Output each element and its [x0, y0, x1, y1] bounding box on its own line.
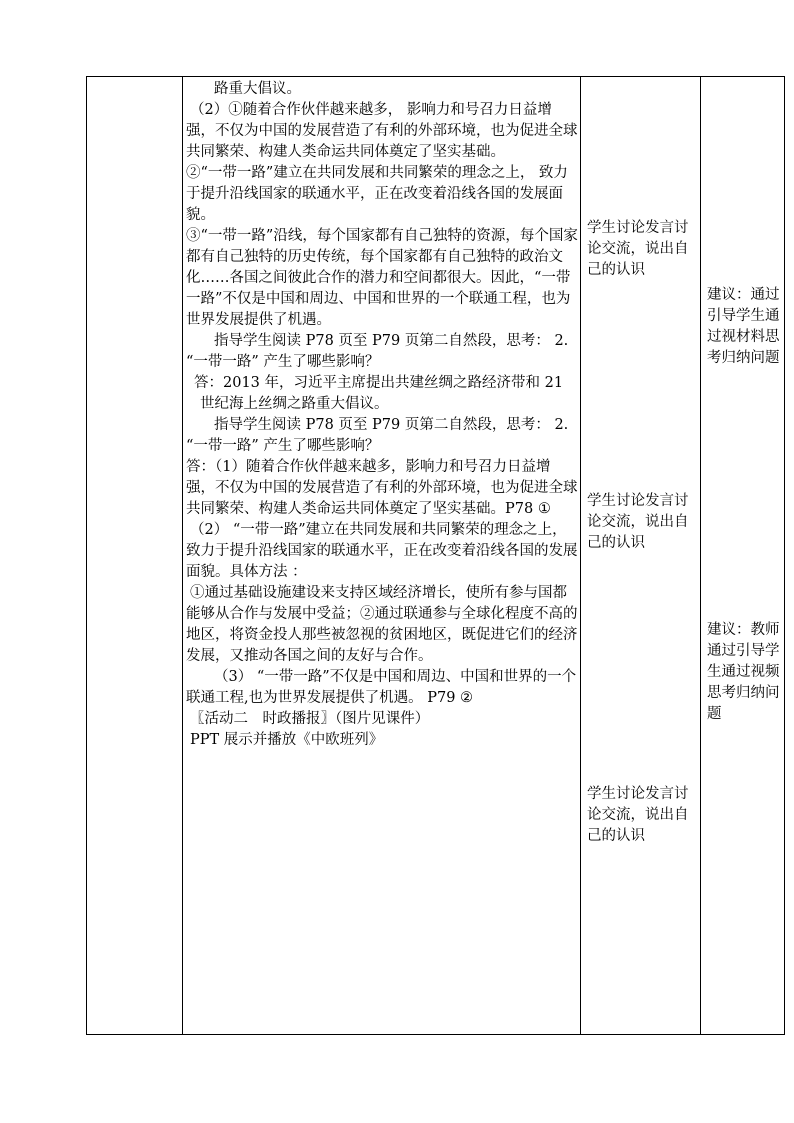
content-paragraph: ①通过基础设施建设来支持区域经济增长，使所有参与国都能够从合作与发展中受益；②通过联通参与全球化程度不高的地区，将资金投人那些被忽视的贫困地区，既促进它们的经济发展，又推动各国之间的友好与合作。	[186, 585, 578, 664]
content-paragraph: 指导学生阅读 P78 页至 P79 页第二自然段，思考： 2. “一带一路” 产生了哪些影响？	[186, 417, 573, 454]
content-paragraph: 指导学生阅读 P78 页至 P79 页第二自然段，思考： 2. “一带一路” 产生了哪些影响？	[186, 333, 573, 370]
left-empty-column	[87, 77, 183, 1034]
content-paragraph: 路重大倡议。	[214, 81, 301, 97]
teaching-suggestion: 建议：教师通过引导学生通过视频思考归纳问题	[707, 622, 780, 722]
suggestion-column	[701, 77, 784, 1034]
teaching-suggestion: 建议：通过引导学生通过视材料思考归纳问题	[707, 287, 780, 366]
content-paragraph: 答：（1）随着合作伙伴越来越多，影响力和号召力日益增强，不仅为中国的发展营造了有利的外部环境，也为促进全球共同繁荣、构建人类命运共同体奠定了坚实基础。P78 ①	[186, 459, 578, 517]
teaching-content-column	[183, 77, 581, 1034]
content-paragraph: （2） “一带一路”建立在共同发展和共同繁荣的理念之上，致力于提升沿线国家的联通水平，正在改变着沿线各国的发展面貌。具体方法 ：	[186, 522, 578, 580]
content-paragraph: （3） “一带一路”不仅是中国和周边、中国和世界的一个联通工程,也为世界发展提供了机遇。 P79 ②	[186, 669, 577, 706]
content-paragraph: 答：2013 年，习近平主席提出共建丝绸之路经济带和 21 世纪海上丝绸之路重大倡议。	[194, 375, 568, 412]
content-paragraph: （2）①随着合作伙伴越来越多， 影响力和号召力日益增强，不仅为中国的发展营造了有利的外部环境，也为促进全球共同繁荣、构建人类命运共同体奠定了坚实基础。	[186, 102, 578, 160]
activity-heading: 〖活动二 时政播报〗（图片见课件）	[190, 711, 430, 727]
content-paragraph: PPT 展示并播放《中欧班列》	[190, 732, 384, 748]
lesson-plan-table	[86, 76, 785, 1035]
content-paragraph: ②“一带一路”建立在共同发展和共同繁荣的理念之上， 致力于提升沿线国家的联通水平，正在改变着沿线各国的发展面貌。	[186, 165, 568, 223]
student-activity-note: 学生讨论发言讨论交流，说出自己的认识	[587, 493, 689, 551]
student-activity-note: 学生讨论发言讨论交流，说出自己的认识	[587, 786, 689, 844]
student-activity-note: 学生讨论发言讨论交流，说出自己的认识	[587, 220, 689, 278]
content-paragraph: ③“一带一路”沿线，每个国家都有自己独特的资源，每个国家都有自己独特的历史传统，每个国家都有自己独特的政治文化……各国之间彼此合作的潜力和空间都很大。因此，“一带一路”不仅是中国和周边、中国和世界的一个联通工程，也为世界发展提供了机遇。	[186, 228, 578, 328]
student-activity-column	[581, 77, 701, 1034]
